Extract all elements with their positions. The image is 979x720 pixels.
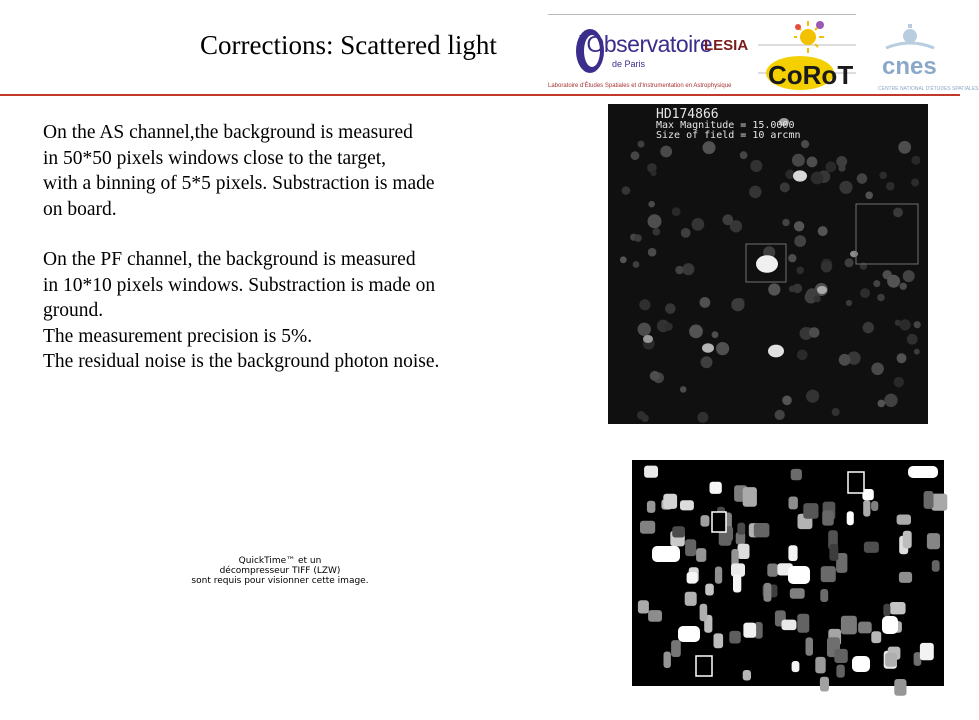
star-point (701, 356, 713, 368)
star-point (703, 141, 716, 154)
pf-star (743, 670, 751, 681)
star-point (782, 219, 789, 226)
pf-star (931, 494, 947, 511)
star-point (633, 261, 640, 268)
star-point (788, 254, 796, 262)
star-point (780, 182, 790, 192)
pf-star (672, 526, 685, 537)
pf-star (790, 588, 805, 598)
pf-star (710, 482, 722, 494)
title-divider (0, 94, 960, 96)
star-point (898, 141, 911, 154)
slide-title: Corrections: Scattered light (200, 30, 497, 60)
body-line: ground. (43, 300, 104, 321)
corot-logo (758, 14, 856, 93)
pf-star (890, 602, 906, 614)
lesia-caption: Laboratoire d'Études Spatiales et d'Instrumentation en Astrophysique (548, 83, 732, 89)
star-point (782, 396, 792, 406)
pf-star (806, 637, 814, 655)
quicktime-placeholder (190, 556, 370, 586)
pf-star (754, 523, 770, 537)
star-point (911, 156, 920, 165)
pf-star (797, 614, 809, 633)
star-point (700, 297, 711, 308)
body-line: on board. (43, 198, 117, 220)
sky-label (656, 108, 801, 141)
body-line: The residual noise is the background photon noise. (43, 351, 440, 372)
pf-star (685, 592, 697, 606)
pf-star (871, 631, 881, 643)
pf-star (803, 503, 818, 519)
star-point (722, 214, 733, 225)
slide-body (43, 120, 563, 375)
star-point (634, 234, 642, 242)
pf-star (920, 643, 934, 660)
star-point (884, 394, 897, 407)
pf-star (858, 622, 872, 634)
pf-star (836, 665, 844, 678)
sky-field-image (608, 104, 928, 424)
star-point (638, 323, 651, 336)
pf-star (663, 494, 677, 509)
star-point (877, 294, 885, 302)
pf-star (737, 523, 745, 535)
star-point (716, 342, 729, 355)
bright-star (793, 170, 807, 181)
star-point (631, 151, 640, 160)
body-line: The measurement precision is 5%. (43, 325, 313, 347)
lesia-label: LESIA (704, 37, 749, 54)
star-point (652, 228, 660, 236)
star-point (863, 322, 874, 333)
corot-logo-graphic (758, 15, 856, 95)
star-point (839, 181, 852, 194)
pf-star (782, 620, 797, 631)
corot-wordmark: CoRoT (768, 60, 854, 90)
star-point (839, 354, 851, 366)
quicktime-line: sont requis pour visionner cette image. (191, 576, 369, 586)
star-point (797, 350, 808, 361)
star-point (639, 299, 650, 310)
star-point (846, 300, 852, 306)
pf-background-window (848, 472, 864, 493)
star-point (879, 172, 887, 180)
star-point (903, 270, 915, 282)
star-point (807, 157, 818, 168)
body-line: On the AS channel,the background is measured (43, 122, 413, 143)
star-point (809, 327, 820, 338)
star-point (692, 218, 705, 231)
star-point (660, 146, 672, 158)
cnes-caption: CENTRE NATIONAL D'ÉTUDES SPATIALES (878, 86, 979, 92)
cnes-logo (870, 16, 954, 80)
observatoire-subtitle: de Paris (612, 59, 646, 69)
star-point (731, 298, 744, 311)
pf-bright-star (788, 566, 810, 584)
pf-star (899, 572, 912, 583)
pf-star (638, 600, 649, 613)
bright-star (643, 335, 653, 343)
star-point (907, 334, 918, 345)
sky-max-magnitude: Max Magnitude = 15.0000 (656, 120, 795, 131)
star-point (838, 165, 845, 172)
pf-star (821, 566, 836, 582)
bright-star (817, 286, 827, 294)
pf-star (715, 567, 722, 584)
pf-star (729, 631, 741, 644)
pf-star (743, 623, 756, 638)
star-point (638, 141, 645, 148)
pf-star (885, 653, 897, 667)
star-point (680, 386, 687, 393)
star-point (794, 235, 806, 247)
star-point (648, 248, 657, 257)
pf-star (841, 616, 857, 635)
star-point (775, 410, 785, 420)
star-point (897, 353, 907, 363)
pf-star (696, 548, 706, 562)
star-point (681, 228, 691, 238)
pf-star (897, 515, 911, 525)
pf-star (788, 545, 797, 561)
star-point (900, 283, 907, 290)
pf-star (829, 544, 838, 561)
star-point (664, 323, 672, 331)
star-point (811, 172, 824, 185)
pf-star (648, 610, 662, 622)
star-point (665, 303, 676, 314)
pf-star (863, 500, 870, 517)
pf-star (822, 510, 834, 525)
star-point (672, 207, 681, 216)
observatoire-name: l'Observatoire (578, 31, 713, 57)
star-point (886, 182, 895, 191)
pf-star (864, 542, 879, 553)
pf-star (815, 657, 825, 674)
pf-star (743, 487, 757, 507)
star-point (648, 214, 662, 228)
star-point (871, 363, 884, 376)
pf-star (705, 584, 714, 596)
pf-star (820, 677, 829, 692)
pf-star (700, 604, 708, 622)
pf-bright-star (908, 466, 938, 478)
star-point (826, 161, 837, 172)
star-point (914, 349, 920, 355)
star-point (622, 186, 631, 195)
pf-star (644, 466, 658, 478)
star-point (914, 321, 921, 328)
star-point (689, 325, 703, 339)
pf-star (733, 574, 741, 592)
star-point (651, 170, 657, 176)
body-line: in 10*10 pixels windows. Substraction is made on (43, 274, 436, 296)
pf-star (847, 511, 854, 525)
star-point (697, 412, 708, 423)
star-point (675, 266, 683, 274)
star-point (818, 226, 828, 236)
pf-star (647, 501, 656, 513)
bright-star (702, 343, 714, 353)
star-point (893, 208, 903, 218)
pf-channel-image (632, 460, 944, 686)
pf-background-window (696, 656, 712, 676)
cnes-wordmark: cnes (882, 53, 937, 80)
pf-star (820, 589, 828, 602)
pf-star (883, 604, 890, 617)
pf-star (680, 500, 694, 510)
star-point (857, 173, 868, 184)
star-point (845, 258, 854, 267)
sky-target-name: HD174866 (656, 107, 719, 122)
body-line: with a binning of 5*5 pixels. Substraction is made (43, 173, 435, 194)
star-point (794, 221, 804, 231)
star-point (899, 319, 910, 330)
star-point (792, 154, 805, 167)
bright-star (768, 345, 784, 358)
star-point (873, 280, 880, 287)
star-point (832, 408, 840, 416)
pf-star (792, 661, 800, 672)
pf-bright-star (678, 626, 700, 642)
logo-bar (548, 10, 979, 96)
star-point (740, 151, 748, 159)
quicktime-line: décompresseur TIFF (LZW) (219, 566, 341, 576)
pf-star (687, 572, 698, 584)
star-point (878, 400, 886, 408)
pf-star (924, 491, 934, 509)
pf-star (894, 679, 906, 696)
star-point (860, 288, 870, 298)
star-point (911, 179, 919, 187)
pf-star (738, 544, 750, 559)
star-point (801, 140, 809, 148)
pf-star (767, 564, 778, 577)
star-point (682, 263, 694, 275)
pf-star (789, 497, 798, 510)
star-point (637, 411, 646, 420)
star-point (620, 256, 627, 263)
body-line: in 50*50 pixels windows close to the target, (43, 147, 387, 169)
star-point (894, 377, 904, 387)
pf-star (764, 583, 772, 602)
star-point (865, 192, 873, 200)
pf-bright-star (882, 616, 898, 634)
pf-star (932, 560, 940, 572)
star-point (887, 275, 900, 288)
star-point (821, 262, 832, 273)
star-point (650, 371, 660, 381)
pf-star (791, 469, 802, 480)
pf-star (671, 640, 681, 657)
star-point (648, 201, 655, 208)
quicktime-line: QuickTime™ et un (238, 556, 322, 566)
pf-star (685, 539, 696, 556)
pf-star (714, 633, 724, 648)
star-point (796, 267, 804, 275)
pf-bright-star (852, 656, 870, 672)
pf-bright-star (652, 546, 680, 562)
pf-star (927, 533, 940, 549)
star-point (814, 295, 821, 302)
bright-star (850, 251, 858, 257)
pf-star (834, 649, 848, 663)
pf-star (871, 501, 878, 511)
sky-field-size: Size of field = 10 arcmn (656, 130, 801, 141)
observatoire-logo (548, 14, 758, 93)
pf-star-field (632, 460, 944, 686)
pf-star (640, 521, 655, 534)
body-line: On the PF channel, the background is measured (43, 249, 416, 270)
pf-star (903, 531, 912, 549)
star-point (789, 286, 796, 293)
star-point (749, 186, 762, 199)
star-point (712, 331, 719, 338)
star-point (768, 283, 780, 295)
pf-star (701, 515, 710, 527)
star-field (608, 104, 928, 424)
star-point (806, 390, 819, 403)
pf-star (664, 652, 671, 669)
bright-star (756, 255, 778, 273)
star-point (750, 160, 762, 172)
pf-background-window (712, 512, 726, 532)
